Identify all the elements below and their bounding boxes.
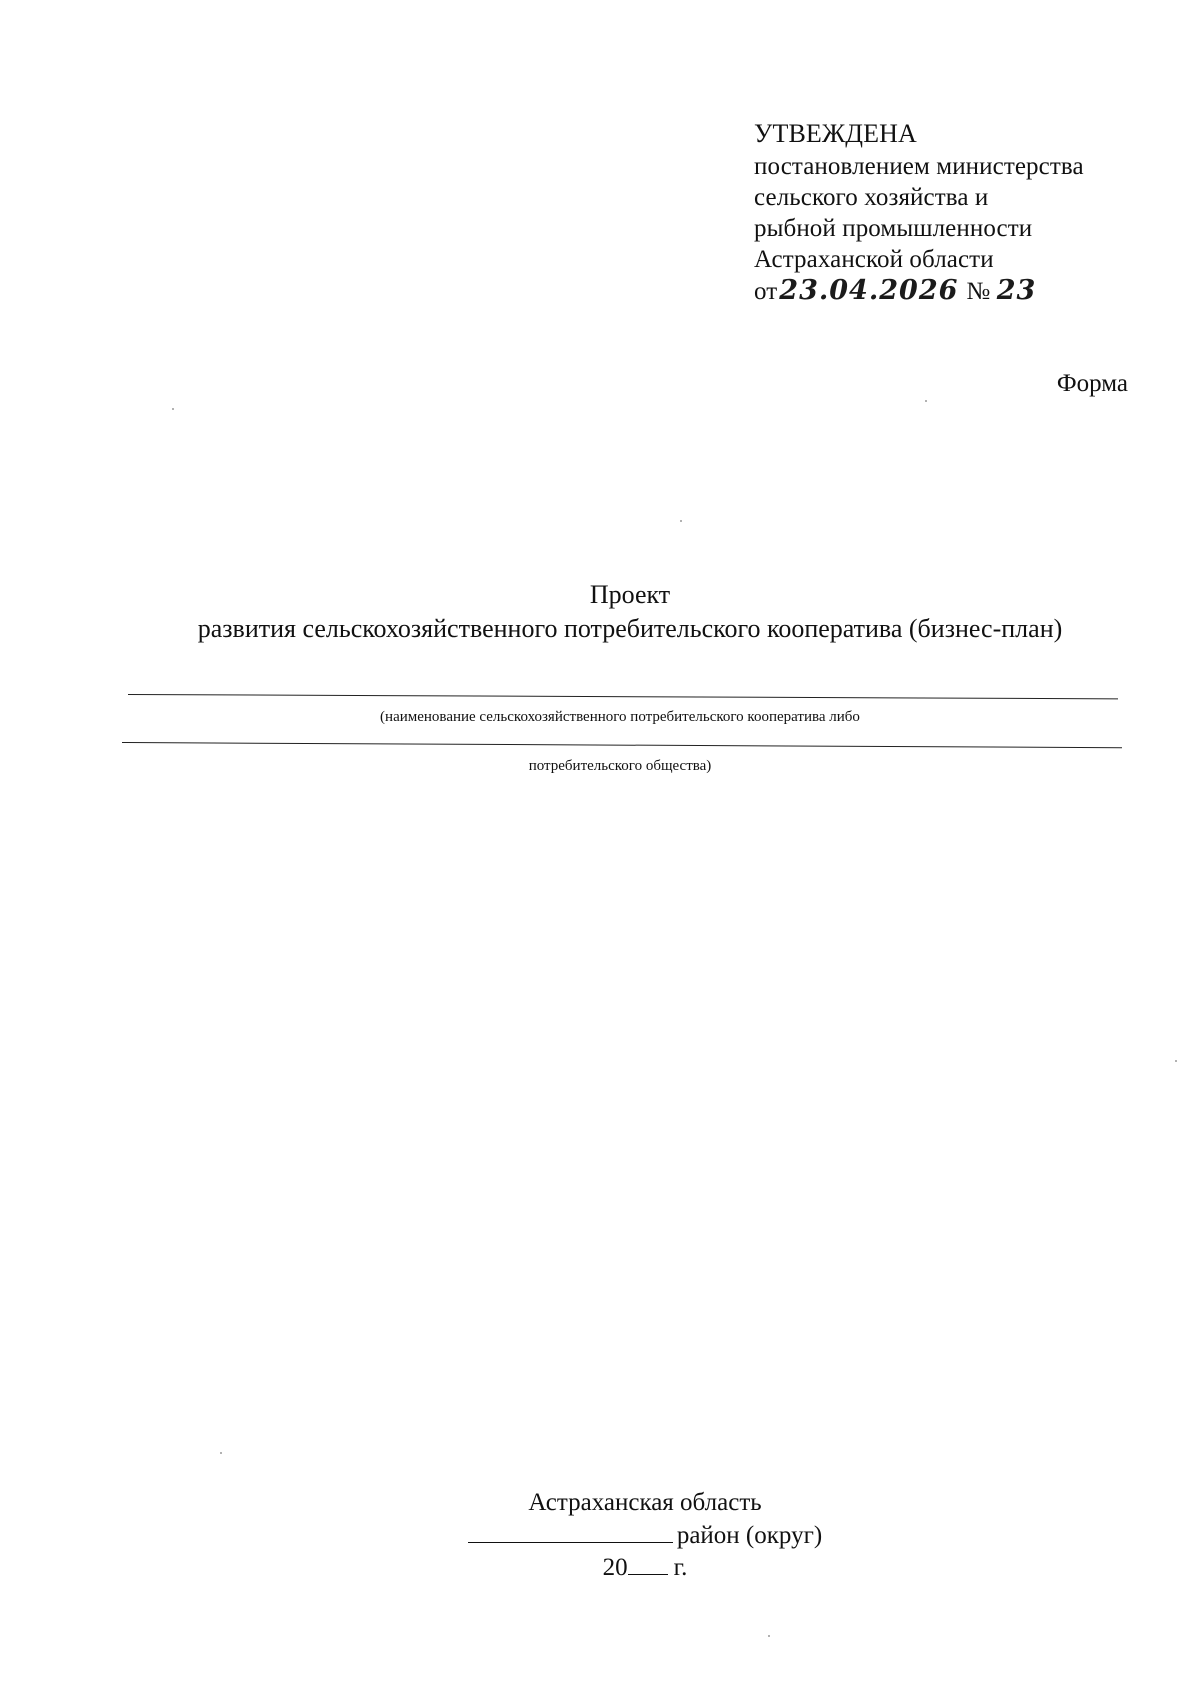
approval-block <box>754 118 1134 307</box>
district-suffix: район (округ) <box>676 1522 823 1549</box>
date-prefix: от <box>754 278 778 305</box>
document-subtitle: развития сельскохозяйственного потребительского кооператива (бизнес-план) <box>197 614 1063 643</box>
form-label: Форма <box>1056 370 1128 397</box>
scan-speck <box>220 1452 222 1454</box>
scan-speck <box>172 408 174 410</box>
approval-heading: УТВЕЖДЕНА <box>754 119 917 148</box>
footer-year-line <box>0 1552 1200 1583</box>
scan-speck <box>1175 1060 1177 1062</box>
document-title: Проект <box>589 580 671 609</box>
number-sign: № <box>966 278 991 305</box>
approval-line-3: рыбной промышленности <box>754 215 1033 242</box>
name-fill-line-2 <box>122 742 1122 748</box>
scan-speck <box>680 520 682 522</box>
name-fill-line-1 <box>128 694 1118 699</box>
footer-district-line <box>0 1520 1200 1551</box>
year-blank <box>628 1552 668 1575</box>
approval-date-line <box>754 275 1134 307</box>
scan-speck <box>768 1635 770 1637</box>
handwritten-date: 23.04.2026 <box>779 275 959 306</box>
name-caption-line-2: потребительского общества) <box>528 758 712 774</box>
approval-line-4: Астраханской области <box>754 246 994 273</box>
year-suffix: г. <box>673 1554 688 1581</box>
name-caption-line-1: (наименование сельскохозяйственного потребительского кооператива либо <box>380 709 860 725</box>
scan-speck <box>925 400 927 402</box>
district-blank <box>468 1520 673 1543</box>
approval-line-2: сельского хозяйства и <box>754 184 989 211</box>
year-prefix: 20 <box>602 1554 628 1581</box>
handwritten-number: 23 <box>996 275 1037 306</box>
footer-region: Астраханская область <box>528 1489 762 1516</box>
approval-line-1: постановлением министерства <box>754 153 1084 180</box>
